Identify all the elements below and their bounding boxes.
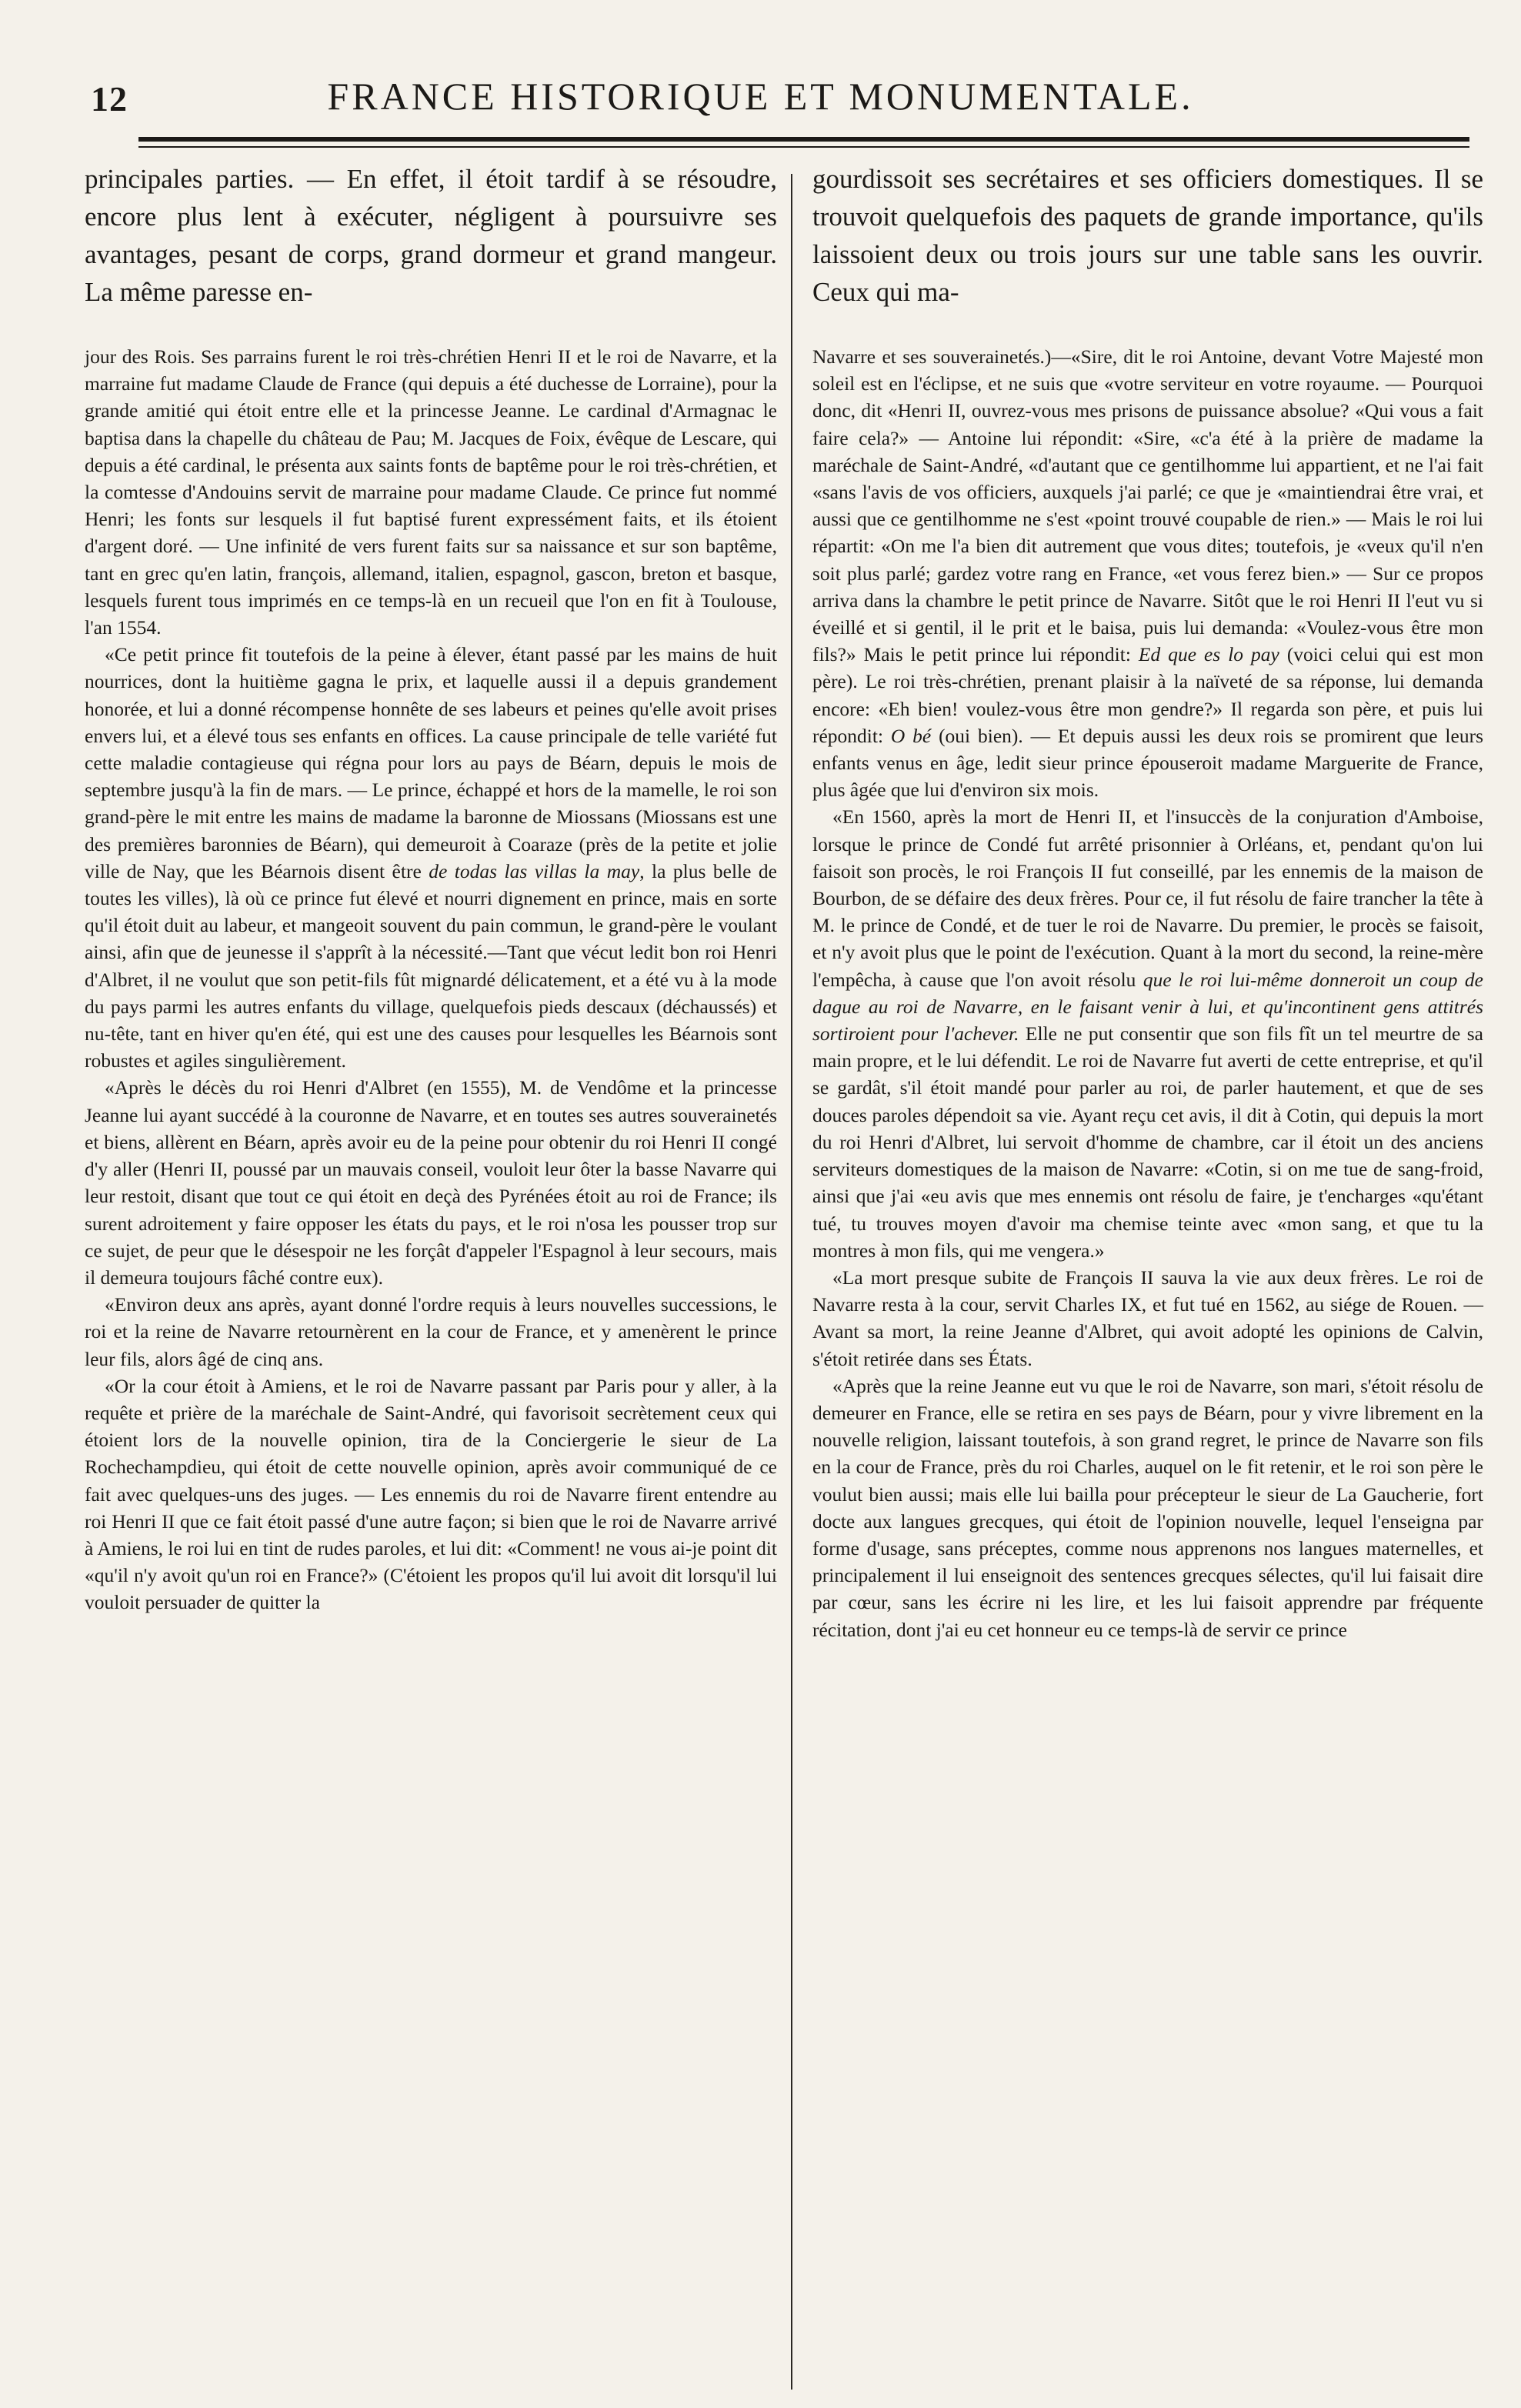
left-paragraph-3: «Après le décès du roi Henri d'Albret (en 1555), M. de Vendôme et la princesse Jeanne lui ayant succédé à la couronne de Navarre, et en toutes ses autres souverainetés et biens, allèrent en Béarn, après avoir eu de la peine pour obtenir du roi Henri II congé d'y aller (Henri II, poussé par un mauvais conseil, vouloit leur ôter la basse Navarre qui leur restoit, disant que tout ce qui étoit en deçà des Pyrénées étoit au roi de France; ils surent adroitement y faire opposer les états du pays, et le roi n'osa les pousser trop sur ce sujet, de peur que le désespoir ne les forçât d'appeler l'Espagnol à leur secours, mais il demeura toujours fâché contre eux). [85,1076,777,1289]
column-divider [791,174,792,2390]
header-rule [138,137,1469,142]
left-paragraph-2 [85,641,777,1074]
right-paragraph-2-part-b: Elle ne put consentir que son fils fît un tel meurtre de sa main propre, et le lui défendit. Le roi de Navarre fut averti de cette entreprise, et qu'il se gardât, s'il étoit mandé pour parler au roi, de parler hautement, et que de ses douces paroles dépendoit sa vie. Ayant reçu cet avis, il dit à Cotin, qui depuis la mort du roi Henri d'Albret, lui servoit d'homme de chambre, car il étoit un des anciens serviteurs domestiques de la maison de Navarre: «Cotin, si on me tue de sang-froid, ainsi que j'ai «eu avis que mes ennemis ont résolu de faire, je t'encharges «qu'étant tué, tu trouves moyen d'avoir ma chemise teinte avec «mon sang, et que tu la montres à mon fils, qui me vengera.» [812,1022,1483,1262]
right-paragraph-2 [812,803,1483,1263]
left-paragraph-5: «Or la cour étoit à Amiens, et le roi de Navarre passant par Paris pour y aller, à la requête et prière de la maréchale de Saint-André, qui favorisoit secrètement ceux qui étoient lors de la nouvelle opinion, tira de la Conciergerie le sieur de La Rochechampdieu, qui étoit de cette nouvelle opinion, après avoir communiqué de ce fait avec quelques-uns des juges. — Les ennemis du roi de Navarre firent entendre au roi Henri II que ce fait étoit passé d'une autre façon; si bien que le roi de Navarre arrivé à Amiens, le roi lui en tint de rudes paroles, et lui dit: «Comment! ne vous ai-je point dit «qu'il n'y avoit qu'un roi en France?» (C'étoient les propos qu'il lui avoit dit lorsqu'il lui vouloit persuader de quitter la [85,1374,777,1614]
right-column [812,160,1483,1643]
right-paragraph-1-italic-2: O bé [890,724,932,747]
right-body [812,343,1483,1643]
page-number: 12 [91,79,128,118]
right-paragraph-4: «Après que la reine Jeanne eut vu que le roi de Navarre, son mari, s'étoit résolu de demeurer en France, elle se retira en ses pays de Béarn, pour y vivre librement en la nouvelle religion, laissant toutefois, à son grand regret, le prince de Navarre son fils en la cour de France, près du roi Charles, auquel on le fit retenir, et le roi son père le voulut bien aussi; mais elle lui bailla pour précepteur le sieur de La Gaucherie, fort docte aux langues grecques, qui étoit de l'opinion nouvelle, lequel l'enseigna par forme d'usage, sans préceptes, comme nous apprenons nos langues maternelles, et principalement il lui enseignoit des sentences grecques sélectes, qu'il lui faisait dire par cœur, sans les écrire ni les lire, et les lui faisoit apprendre par fréquente récitation, dont j'ai eu cet honneur eu ce temps-là de servir ce prince [812,1374,1483,1641]
right-paragraph-1-part-b: (voici celui qui est mon père). Le roi très-chrétien, prenant plaisir à la naïveté de sa réponse, lui demanda encore: «Eh bien! voulez-vous être mon gendre?» Il regarda son père, et puis lui répondit: [812,643,1483,747]
right-paragraph-1-part-a: Navarre et ses souverainetés.)—«Sire, dit le roi Antoine, devant Votre Majesté mon soleil est en l'éclipse, et ne suis que «votre serviteur en votre royaume. — Pourquoi donc, dit «Henri II, ouvrez-vous mes prisons de puissance absolue? «Qui vous a fait faire cela?» — Antoine lui répondit: «Sire, «c'a été à la prière de madame la maréchale de Saint-André, «d'autant que ce gentilhomme lui appartient, et ne l'ai fait «sans l'avis de vos officiers, auxquels j'ai parlé; ce que je «maintiendrai être vrai, et aussi que ce gentilhomme ne s'est «point trouvé coupable de rien.» — Mais le roi lui répartit: «On me l'a bien dit autrement que vous dites; toutefois, je «veux qu'il n'en soit plus parlé; gardez votre rang en France, «et vous ferez bien.» — Sur ce propos arriva dans la chambre le petit prince de Navarre. Sitôt que le roi Henri II l'eut vu si éveillé et si gentil, il le prit et le baisa, puis lui demanda: «Voulez-vous être mon fils?» Mais le petit prince lui répondit: [812,345,1483,666]
right-paragraph-1-part-c: (oui bien). — Et depuis aussi les deux rois se promirent que leurs enfants venus en âge, ledit sieur prince épouseroit madame Marguerite de France, plus âgée que lui d'environ six mois. [812,724,1483,802]
left-lead-text: principales parties. — En effet, il étoit tardif à se résoudre, encore plus lent à exécuter, négligent à poursuivre ses avantages, pesant de corps, grand dormeur et grand mangeur. La même paresse en- [85,164,777,307]
left-paragraph-2-part-a: «Ce petit prince fit toutefois de la peine à élever, étant passé par les mains de huit nourrices, dont la huitième gagna le prix, et laquelle aussi il a depuis grandement honorée, et lui a donné récompense honnête de ses labeurs et peines qu'elle avoit prises envers lui, et a élevé tous ses enfants en offices. La cause principale de telle variété fut cette maladie contagieuse qui régna pour lors au pays de Béarn, depuis le mois de septembre jusqu'à la fin de mars. — Le prince, échappé et hors de la mamelle, le roi son grand-père le mit entre les mains de madame la baronne de Miossans (Miossans est une des premières baronnies de Béarn), qui demeuroit à Coaraze (près de la petite et jolie ville de Nay, que les Béarnois disent être [85,643,777,882]
left-paragraph-2-italic: de todas las villas la may [429,859,640,882]
left-paragraph-1: jour des Rois. Ses parrains furent le roi très-chrétien Henri II et le roi de Navarre, et la marraine fut madame Claude de France (qui depuis a été duchesse de Lorraine), pour la grande amitié qui étoit entre elle et la princesse Jeanne. Le cardinal d'Armagnac le baptisa dans la chapelle du château de Pau; M. Jacques de Foix, évêque de Lescare, qui depuis a été cardinal, le présenta aux saints fonts de baptême pour le roi très-chrétien, et la comtesse d'Andouins servit de marraine pour madame Claude. Ce prince fut nommé Henri; les fonts sur lesquels il fut baptisé furent expressément faits, et ils étoient d'argent doré. — Une infinité de vers furent faits sur sa naissance et sur son baptême, tant en grec qu'en latin, françois, allemand, italien, espagnol, gascon, breton et basque, lesquels furent tous imprimés en ce temps-là en un recueil que l'on en fit à Toulouse, l'an 1554. [85,345,777,639]
right-lead-text: gourdissoit ses secrétaires et ses officiers domestiques. Il se trouvoit quelquefois des paquets de grande importance, qu'ils laissoient deux ou trois jours sur une table sans les ouvrir. Ceux qui ma- [812,164,1483,307]
left-paragraph-4: «Environ deux ans après, ayant donné l'ordre requis à leurs nouvelles successions, le roi et la reine de Navarre retournèrent en la cour de France, et y amenèrent le prince leur fils, alors âgé de cinq ans. [85,1293,777,1370]
right-paragraph-2-italic: que le roi lui-même donneroit un coup de dague au roi de Navarre, en le faisant venir à lui, et qu'incontinent gens attitrés sortiroient pour l'achever. [812,968,1483,1046]
right-paragraph-2-part-a: «En 1560, après la mort de Henri II, et l'insuccès de la conjuration d'Amboise, lorsque le prince de Condé fut arrêté prisonnier à Orléans, et, pendant qu'on lui faisoit son procès, le roi François II fut conseillé, par les ennemis de la maison de Bourbon, de se défaire des deux frères. Pour ce, il fut résolu de faire trancher la tête à M. le prince de Condé, et de tuer le roi de Navarre. Du premier, le procès se faisoit, et n'y avoit plus que le point de l'exécution. Quant à la mort du second, la reine-mère l'empêcha, à cause que l'on avoit résolu [812,805,1483,991]
left-column [85,160,777,1616]
right-paragraph-1 [812,343,1483,803]
right-paragraph-3: «La mort presque subite de François II sauva la vie aux deux frères. Le roi de Navarre resta à la cour, servit Charles IX, et fut tué en 1562, au siége de Rouen. — Avant sa mort, la reine Jeanne d'Albret, qui avoit adopté les opinions de Calvin, s'étoit retirée dans ses États. [812,1266,1483,1370]
running-title: FRANCE HISTORIQUE ET MONUMENTALE. [327,75,1194,118]
left-paragraph-2-part-b: , la plus belle de toutes les villes), là où ce prince fut élevé et nourri dignement en prince, mais en sorte qu'il étoit duit au labeur, et mangeoit souvent du pain commun, le grand-père le voulant ainsi, afin que de jeunesse il s'apprît à la nécessité.—Tant que vécut ledit bon roi Henri d'Albret, il ne voulut que son petit-fils fût mignardé délicatement, et a été vu à la mode du pays parmi les autres enfants du village, quelquefois pieds descaux (déchaussés) et nu-tête, tant en hiver qu'en été, qui est une des causes pour lesquelles les Béarnois sont robustes et agiles singulièrement. [85,859,777,1072]
left-lead-block [85,160,777,311]
header-rule-thin [138,146,1469,148]
left-body [85,343,777,1616]
right-lead-block [812,160,1483,311]
right-paragraph-1-italic-1: Ed que es lo pay [1138,643,1279,666]
